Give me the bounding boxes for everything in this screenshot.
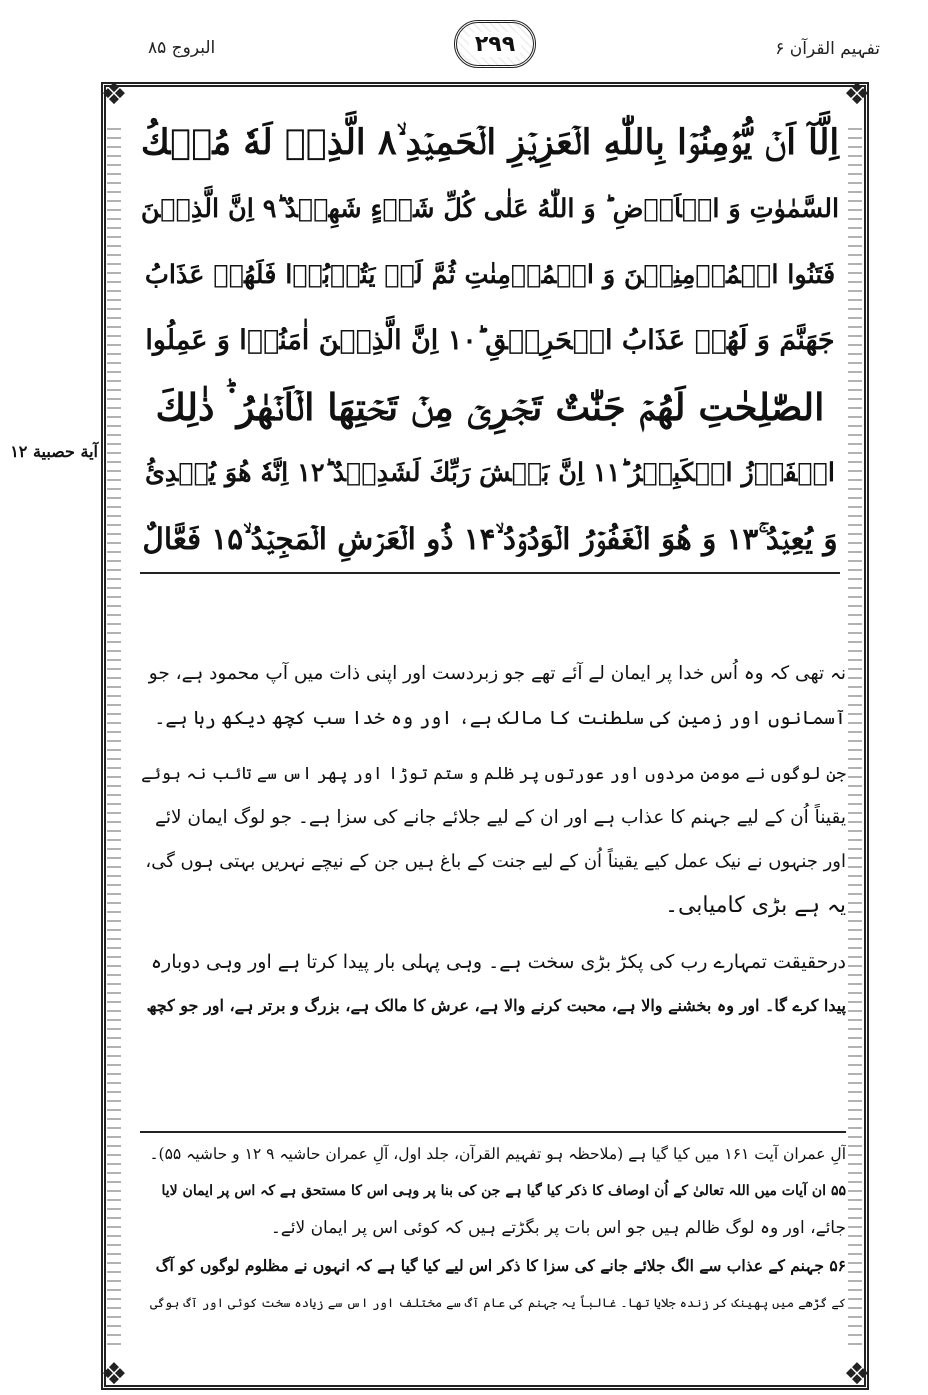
footnote-line: ۵۵ ان آیات میں اللہ تعالیٰ کے اُن اوصاف کا ذکر کیا گیا ہے جن کی بنا پر وہی اس کا مستحق ہے کہ اس پر ایمان لایا [161, 1183, 846, 1199]
arabic-line: اِلَّآ اَنۡ یُّؤۡمِنُوۡا بِاللّٰهِ الۡعَزِیۡزِ الۡحَمِیۡدِ ۙ۸ الَّذِیۡ لَهٗ مُلۡكُ [140, 122, 840, 163]
arabic-line: السَّمٰوٰتِ وَ الۡاَرۡضِ ؕ وَ اللّٰهُ عَلٰی كُلِّ شَیۡءٍ شَهِیۡدٌ ؕ۹ اِنَّ الَّذِیۡنَ [140, 194, 840, 224]
footnotes-block [140, 1136, 846, 1321]
arabic-text-block [140, 110, 840, 574]
footnote-line: ۵۶ جہنم کے عذاب سے الگ جلائے جانے کی سزا کا ذکر اس لیے کیا گیا ہے کہ انہوں نے مظلوم لوگوں کو آگ [155, 1256, 846, 1275]
arabic-line: فَتَنُوا الۡمُؤۡمِنِیۡنَ وَ الۡمُؤۡمِنٰتِ ثُمَّ لَمۡ یَتُوۡبُوۡا فَلَهُمۡ عَذَابُ [144, 260, 836, 290]
arabic-line: الصّٰلِحٰتِ لَهُمۡ جَنّٰتٌ تَجۡرِیۡ مِنۡ تَحۡتِهَا الۡاَنۡهٰرُ ۬ؕ ذٰلِكَ [155, 385, 825, 429]
margin-note: آیة حصبیة ۱۲ [10, 442, 98, 461]
frame-ornament-right [848, 128, 862, 1348]
translation-line: اور جنہوں نے نیک عمل کیے یقیناً اُن کے لیے جنت کے باغ ہیں جن کے نیچے نہریں بہتی ہوں گی، [145, 851, 846, 872]
corner-ornament-icon: ❖ [100, 77, 128, 112]
corner-ornament-icon: ❖ [843, 77, 871, 112]
corner-ornament-icon: ❖ [100, 1357, 128, 1392]
corner-ornament-icon: ❖ [843, 1357, 871, 1392]
footnote-line: آلِ عمران آیت ۱۶۱ میں کیا گیا ہے (ملاحظہ ہو تفہیم القرآن، جلد اول، آلِ عمران حاشیہ ۹ ۱۲ و حاشیہ ۵۵)۔ [149, 1145, 846, 1163]
translation-line: نہ تھی کہ وہ اُس خدا پر ایمان لے آئے تھے جو زبردست اور اپنی ذات میں آپ محمود ہے، جو [148, 663, 846, 684]
arabic-line: الۡفَوۡزُ الۡكَبِیۡرُ ؕ۱۱ اِنَّ بَطۡشَ رَبِّكَ لَشَدِیۡدٌ ؕ۱۲ اِنَّهٗ هُوَ یُبۡدِئُ [144, 458, 836, 488]
translation-paragraph [140, 940, 846, 1028]
header-book-title: تفہیم القرآن ۶ [775, 39, 880, 59]
footnote-line: کے گڑھے میں پھینک کر زندہ جلایا تھا۔ غالباً یہ جہنم کی عام آگ سے مختلف اور اس سے زیادہ سخت کوئی اور آگ ہوگی [150, 1295, 846, 1310]
translation-line: یقیناً اُن کے لیے جہنم کا عذاب ہے اور ان کے لیے جلائے جانے کی سزا ہے۔ جو لوگ ایمان لائے [154, 807, 846, 828]
page-number: ۲۹۹ [469, 32, 521, 57]
urdu-translation [140, 652, 846, 1040]
translation-line: جن لوگوں نے مومن مردوں اور عورتوں پر ظلم و ستم توڑا اور پھر اس سے تائب نہ ہوئے [141, 764, 846, 784]
arabic-line: جَهَنَّمَ وَ لَهُمۡ عَذَابُ الۡحَرِیۡقِ ؕ۱۰ اِنَّ الَّذِیۡنَ اٰمَنُوۡا وَ عَمِلُوا [145, 325, 835, 356]
footnote-line: جائے، اور وہ لوگ ظالم ہیں جو اس بات پر بگڑتے ہیں کہ کوئی اس پر ایمان لائے۔ [270, 1218, 846, 1238]
footnote-divider [140, 1131, 846, 1133]
page-number-medallion [454, 20, 536, 68]
frame-ornament-left [107, 128, 121, 1348]
translation-line: درحقیقت تمہارے رب کی پکڑ بڑی سخت ہے۔ وہی پہلی بار پیدا کرتا ہے اور وہی دوبارہ [150, 951, 846, 973]
translation-line: آسمانوں اور زمین کی سلطنت کا مالک ہے، اور وہ خدا سب کچھ دیکھ رہا ہے۔ [154, 707, 846, 729]
translation-line: پیدا کرے گا۔ اور وہ بخشنے والا ہے، محبت کرنے والا ہے، عرش کا مالک ہے، بزرگ و برتر ہے، اور جو کچھ [146, 996, 846, 1015]
translation-paragraph [140, 752, 846, 928]
arabic-line: وَ یُعِیۡدُ ۚ۱۳ وَ هُوَ الۡغَفُوۡرُ الۡوَدُوۡدُ ۙ۱۴ ذُو الۡعَرۡشِ الۡمَجِیۡدُ ۙ۱۵ فَعَّالٌ [140, 506, 840, 574]
translation-line: یہ ہے بڑی کامیابی۔ [665, 893, 846, 918]
translation-paragraph [140, 652, 846, 740]
header-surah-ref: البروج ۸۵ [148, 38, 216, 58]
